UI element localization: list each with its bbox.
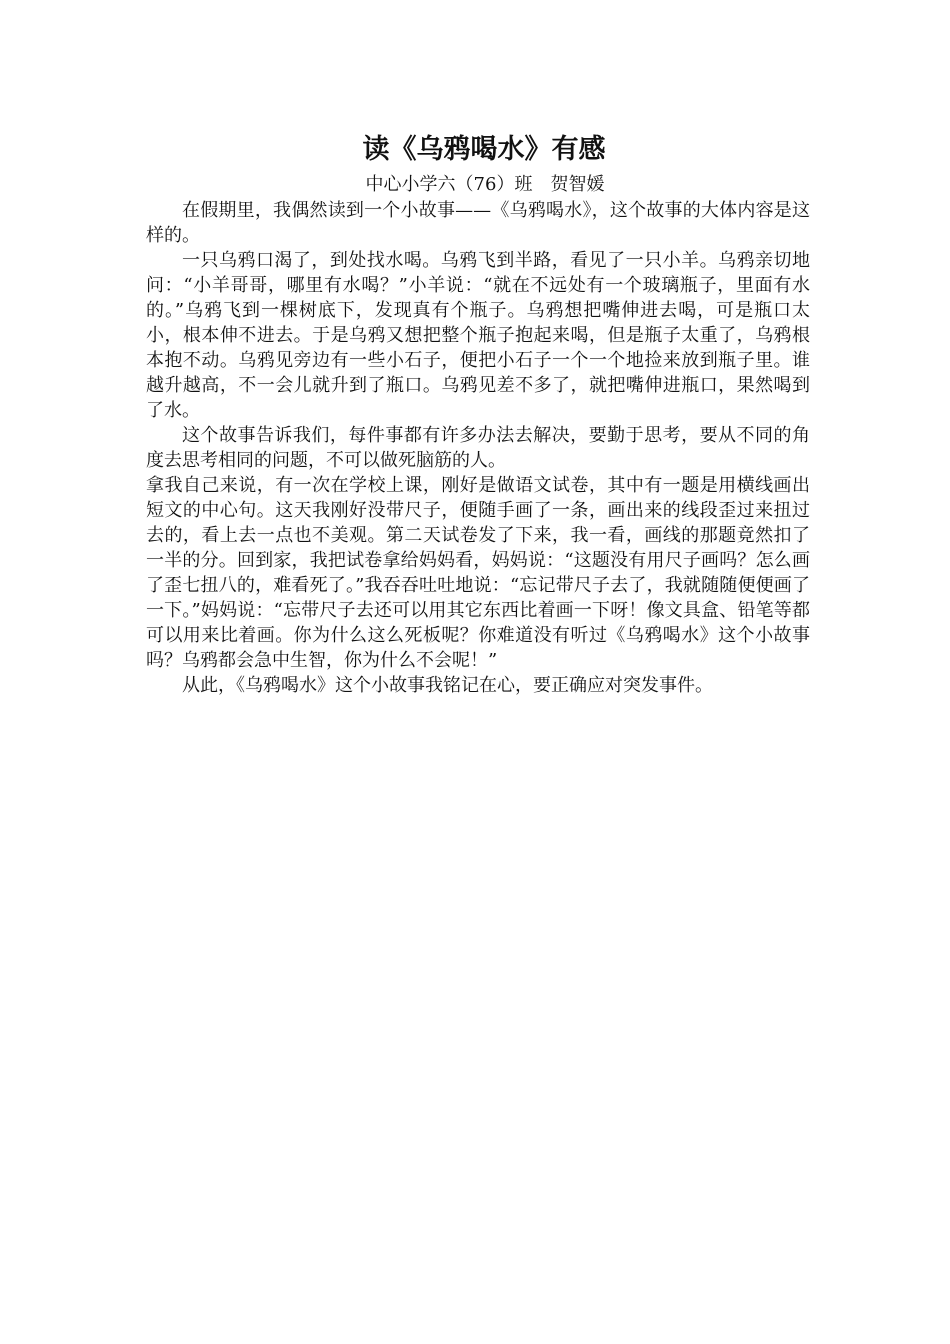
- paragraph-intro: 在假期里，我偶然读到一个小故事——《乌鸦喝水》，这个故事的大体内容是这样的。: [146, 200, 810, 246]
- paragraph-conclusion: 从此，《乌鸦喝水》这个小故事我铭记在心，要正确应对突发事件。: [182, 675, 713, 696]
- document-title: 读《乌鸦喝水》有感: [362, 134, 606, 165]
- paragraph-story: 一只乌鸦口渴了，到处找水喝。乌鸦飞到半路，看见了一只小羊。乌鸦亲切地问：“小羊哥哥，哪里有水喝？”小羊说：“就在不远处有一个玻璃瓶子，里面有水的。”乌鸦飞到一棵树底下，发现真有个瓶子。乌鸦想把嘴伸进去喝，可是瓶口太小，根本伸不进去。于是乌鸦又想把整个瓶子抱起来喝，但是瓶子太重了，乌鸦根本抱不动。乌鸦见旁边有一些小石子，便把小石子一个一个地捡来放到瓶子里。谁越升越高，不一会儿就升到了瓶口。乌鸦见差不多了，就把嘴伸进瓶口，果然喝到了水。: [146, 250, 810, 421]
- document-page: [146, 130, 810, 698]
- document-byline: 中心小学六（76）班 贺智媛: [365, 174, 605, 195]
- paragraph-lesson: 这个故事告诉我们，每件事都有许多办法去解决，要勤于思考，要从不同的角度去思考相同的问题，不可以做死脑筋的人。: [146, 425, 810, 471]
- paragraph-experience: 拿我自己来说，有一次在学校上课，刚好是做语文试卷，其中有一题是用横线画出短文的中心句。这天我刚好没带尺子，便随手画了一条，画出来的线段歪过来扭过去的，看上去一点也不美观。第二天试卷发了下来，我一看，画线的那题竟然扣了一半的分。回到家，我把试卷拿给妈妈看，妈妈说：“这题没有用尺子画吗？怎么画了歪七扭八的，难看死了。”我吞吞吐吐地说：“忘记带尺子去了，我就随随便便画了一下。”妈妈说：“忘带尺子去还可以用其它东西比着画一下呀！像文具盒、铅笔等都可以用来比着画。你为什么这么死板呢？你难道没有听过《乌鸦喝水》这个小故事吗？乌鸦都会急中生智，你为什么不会呢！”: [146, 475, 810, 671]
